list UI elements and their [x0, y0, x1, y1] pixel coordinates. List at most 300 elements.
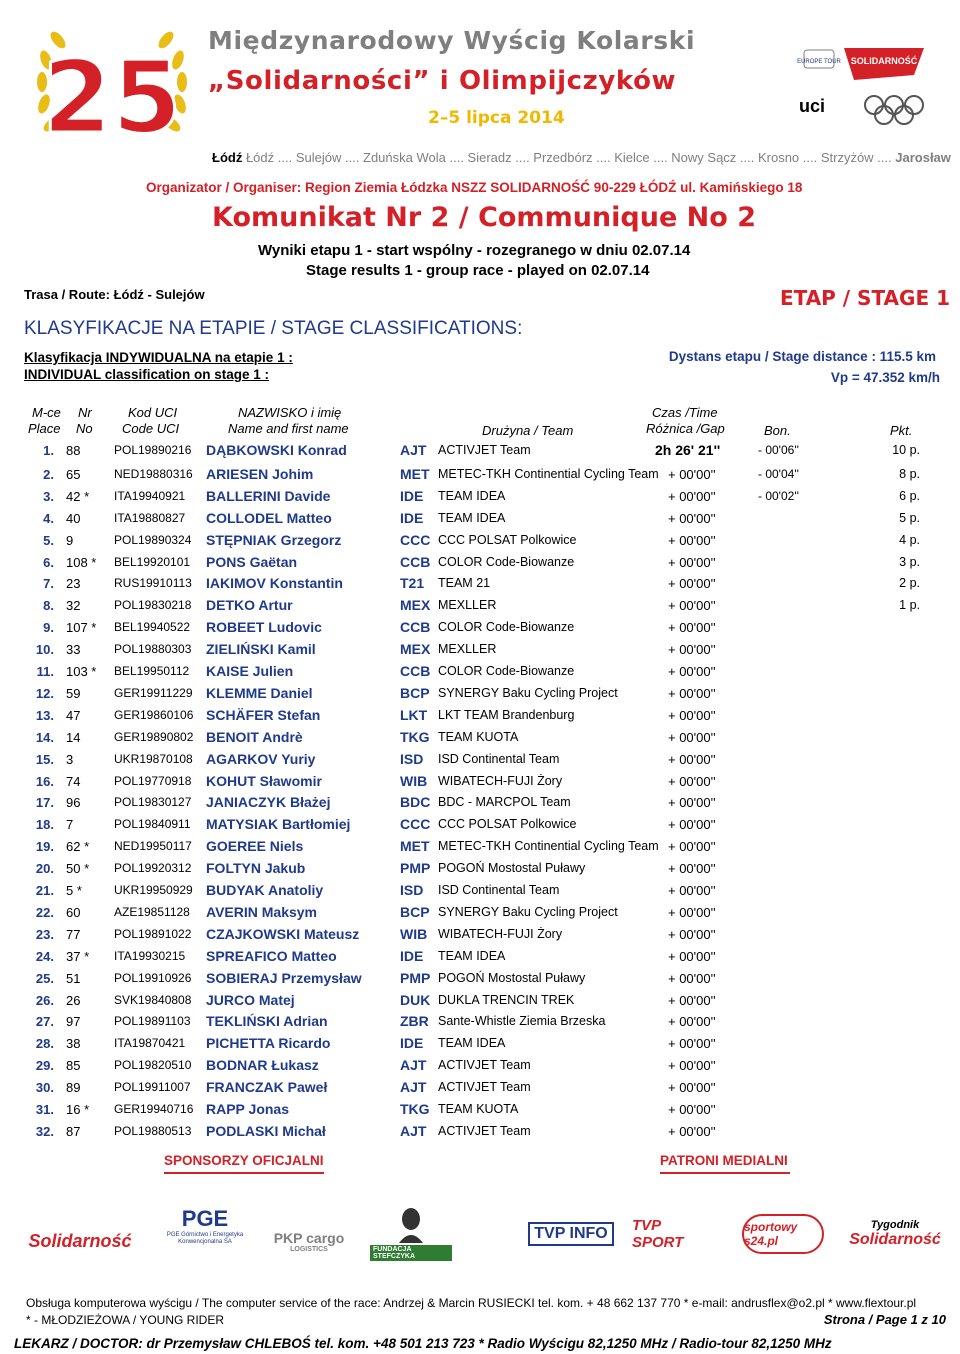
time-cell: + 00'00'' — [668, 992, 716, 1008]
bonus-cell: - 00'06'' — [758, 443, 799, 457]
time-cell: + 00'00'' — [668, 1102, 716, 1117]
col-no-pl: Nr — [78, 405, 92, 420]
place-cell: 32. — [35, 1123, 54, 1139]
uci-code-cell: BEL19950112 — [114, 664, 190, 678]
time-cell: + 00'00'' — [668, 598, 716, 614]
uci-code-cell: POL19891103 — [114, 1014, 191, 1029]
rider-name-cell: JANIACZYK Błażej — [206, 794, 331, 811]
table-row — [0, 1121, 960, 1142]
time-cell: + 00'00'' — [668, 883, 716, 898]
team-name-cell: METEC-TKH Continential Cycling Team — [438, 466, 659, 481]
table-row — [0, 617, 960, 638]
uci-code-cell: BEL19940522 — [114, 620, 191, 635]
rider-name-cell: BODNAR Łukasz — [206, 1057, 319, 1074]
team-code-cell: CCB — [400, 553, 431, 570]
number-cell: 14 — [66, 729, 81, 745]
tvp-info-logo: TVP INFO — [528, 1222, 614, 1246]
table-row — [0, 1011, 960, 1032]
place-cell: 6. — [43, 554, 54, 570]
number-cell: 88 — [66, 443, 81, 458]
place-cell: 4. — [43, 510, 54, 526]
time-cell: + 00'00'' — [668, 839, 716, 855]
number-cell: 59 — [66, 685, 81, 701]
table-row — [0, 486, 960, 507]
time-cell: + 00'00'' — [668, 970, 716, 986]
uci-code-cell: GER19890802 — [114, 729, 194, 744]
anniversary-25-logo — [22, 14, 202, 164]
sponsor-logos — [0, 1196, 960, 1272]
col-time-pl: Czas /Time — [652, 405, 718, 420]
place-cell: 16. — [35, 773, 54, 789]
time-cell: + 00'00'' — [668, 1123, 716, 1139]
team-code-cell: ISD — [400, 750, 424, 767]
organizer: Organizator / Organiser: Region Ziemia Łódzka NSZZ SOLIDARNOŚĆ 90-229 ŁÓDŹ ul. Kamińskiego 18 — [146, 180, 803, 195]
rider-name-cell: SOBIERAJ Przemysław — [206, 969, 362, 986]
time-cell: + 00'00'' — [668, 466, 716, 482]
team-code-cell: BDC — [400, 794, 431, 811]
team-name-cell: CCC POLSAT Polkowice — [438, 817, 577, 832]
number-cell: 65 — [66, 466, 81, 482]
team-code-cell: MET — [400, 838, 430, 855]
team-name-cell: MEXLLER — [438, 642, 497, 657]
rider-name-cell: PODLASKI Michał — [206, 1122, 326, 1139]
time-cell: + 00'00'' — [668, 773, 716, 789]
points-cell: 6 p. — [899, 488, 920, 503]
time-cell: + 00'00'' — [668, 751, 716, 767]
uci-code-cell: GER19911229 — [114, 685, 193, 700]
points-cell: 4 p. — [899, 532, 920, 547]
col-code-en: Code UCI — [122, 421, 180, 436]
number-cell: 87 — [66, 1123, 81, 1139]
team-code-cell: AJT — [400, 1057, 427, 1074]
col-place-pl: M-ce — [32, 405, 61, 420]
team-name-cell: ACTIVJET Team — [438, 1123, 531, 1138]
uci-code-cell: POL19890216 — [114, 443, 192, 457]
number-cell: 74 — [66, 773, 81, 789]
team-code-cell: PMP — [400, 860, 431, 877]
table-row — [0, 440, 960, 461]
col-pkt: Pkt. — [890, 423, 913, 438]
number-cell: 96 — [66, 795, 81, 811]
place-cell: 2. — [43, 466, 54, 482]
uci-code-cell: POL19770918 — [114, 773, 192, 788]
team-name-cell: WIBATECH-FUJI Żory — [438, 773, 563, 788]
rider-name-cell: TEKLIŃSKI Adrian — [206, 1013, 328, 1030]
points-cell: 3 p. — [899, 554, 920, 569]
team-name-cell: TEAM IDEA — [438, 1036, 506, 1051]
rider-name-cell: PONS Gaëtan — [206, 553, 298, 570]
place-cell: 9. — [43, 620, 54, 636]
footer-doctor: LEKARZ / DOCTOR: dr Przemysław CHLEBOŚ tel. kom. +48 501 213 723 * Radio Wyścigu 82,1250 MHz / Radio-tour 82,1250 MHz — [14, 1336, 832, 1351]
team-code-cell: CCC — [400, 531, 431, 548]
number-cell: 51 — [66, 970, 81, 986]
rider-name-cell: COLLODEL Matteo — [206, 509, 332, 526]
col-name-en: Name and first name — [228, 421, 349, 436]
team-code-cell: IDE — [400, 509, 424, 526]
team-name-cell: ISD Continental Team — [438, 751, 560, 766]
uci-code-cell: NED19950117 — [114, 839, 192, 854]
uci-code-cell: BEL19920101 — [114, 554, 191, 569]
individual-en: INDIVIDUAL classification on stage 1 : — [24, 367, 270, 382]
team-name-cell: DUKLA TRENCIN TREK — [438, 992, 575, 1007]
team-code-cell: IDE — [400, 1035, 424, 1052]
uci-code-cell: POL19840911 — [114, 817, 191, 832]
team-name-cell: BDC - MARCPOL Team — [438, 795, 571, 810]
race-title-line1: Międzynarodowy Wyścig Kolarski — [208, 26, 696, 55]
rider-name-cell: AVERIN Maksym — [206, 903, 318, 920]
table-row — [0, 1055, 960, 1076]
place-cell: 11. — [36, 664, 54, 679]
table-row — [0, 530, 960, 551]
place-cell: 28. — [35, 1036, 54, 1052]
race-title-line2: „Solidarności” i Olimpijczyków — [208, 66, 677, 96]
team-code-cell: T21 — [400, 575, 425, 592]
points-cell: 8 p. — [899, 466, 920, 481]
number-cell: 103 * — [66, 664, 97, 679]
stage-label: ETAP / STAGE 1 — [779, 286, 950, 310]
team-code-cell: ZBR — [400, 1013, 429, 1030]
place-cell: 3. — [43, 488, 54, 504]
number-cell: 85 — [66, 1058, 81, 1074]
uci-code-cell: POL19891022 — [114, 926, 192, 941]
stages-route: Łódź Łódź .... Sulejów .... Zduńska Wola .... Sieradz .... Przedbórz .... Kielce .... Nowy Sącz .... Krosno .... Strzyżów .... Jarosław — [212, 150, 951, 165]
team-code-cell: PMP — [400, 969, 431, 986]
subtitle-pl: Wyniki etapu 1 - start wspólny - rozegranego w dniu 02.07.14 — [258, 242, 691, 259]
time-cell: + 00'00'' — [668, 488, 716, 504]
uci-code-cell: POL19880513 — [114, 1123, 192, 1138]
number-cell: 32 — [66, 598, 81, 614]
table-row — [0, 595, 960, 616]
col-team: Drużyna / Team — [482, 423, 574, 438]
place-cell: 20. — [35, 861, 54, 877]
table-row — [0, 880, 960, 901]
subtitle-en: Stage results 1 - group race - played on 02.07.14 — [306, 262, 650, 279]
place-cell: 26. — [35, 992, 54, 1008]
rider-name-cell: BALLERINI Davide — [206, 487, 331, 504]
table-row — [0, 552, 960, 573]
points-cell: 2 p. — [899, 576, 920, 591]
table-row — [0, 1099, 960, 1120]
classifications-heading: KLASYFIKACJE NA ETAPIE / STAGE CLASSIFICATIONS: — [24, 318, 523, 339]
tygodnik-solidarnosc-logo: Tygodnik Solidarność — [849, 1219, 941, 1248]
number-cell: 62 * — [66, 839, 90, 855]
number-cell: 26 — [66, 992, 81, 1008]
pge-logo: PGE PGE Górnictwo i Energetyka Konwencjonalna SA — [166, 1206, 244, 1245]
number-cell: 89 — [66, 1080, 81, 1096]
team-name-cell: TEAM IDEA — [438, 488, 506, 503]
team-name-cell: WIBATECH-FUJI Żory — [438, 926, 563, 941]
number-cell: 40 — [66, 510, 81, 526]
media-patrons-label: PATRONI MEDIALNI — [660, 1153, 788, 1168]
rider-name-cell: FRANCZAK Paweł — [206, 1079, 328, 1096]
time-cell: + 00'00'' — [668, 664, 716, 679]
uci-code-cell: POL19920312 — [114, 861, 192, 876]
time-cell: + 00'00'' — [668, 795, 716, 811]
number-cell: 3 — [66, 751, 74, 767]
team-name-cell: ACTIVJET Team — [438, 443, 531, 457]
s24-logo: sportowy s24.pl — [742, 1214, 824, 1254]
place-cell: 7. — [43, 576, 54, 592]
col-no-en: No — [76, 421, 93, 436]
rider-name-cell: FOLTYN Jakub — [206, 860, 306, 877]
time-cell: + 00'00'' — [668, 1080, 716, 1096]
footer-young-rider: * - MŁODZIEŻOWA / YOUNG RIDER — [26, 1313, 225, 1327]
place-cell: 13. — [35, 707, 54, 723]
uci-code-cell: POL19830218 — [114, 598, 192, 613]
time-cell: + 00'00'' — [668, 1014, 716, 1030]
team-name-cell: POGOŃ Mostostal Puławy — [438, 861, 586, 876]
communique-title: Komunikat Nr 2 / Communique No 2 — [212, 202, 756, 233]
number-cell: 47 — [66, 707, 81, 723]
number-cell: 38 — [66, 1036, 81, 1052]
uci-code-cell: UKR19950929 — [114, 883, 193, 897]
team-name-cell: SYNERGY Baku Cycling Project — [438, 904, 618, 919]
table-row — [0, 792, 960, 813]
place-cell: 23. — [35, 926, 54, 942]
uci-code-cell: ITA19880827 — [114, 510, 186, 525]
team-code-cell: MEX — [400, 641, 431, 658]
team-name-cell: METEC-TKH Continential Cycling Team — [438, 839, 659, 854]
team-name-cell: POGOŃ Mostostal Puławy — [438, 970, 586, 985]
points-cell: 10 p. — [892, 443, 920, 457]
time-cell: + 00'00'' — [668, 948, 716, 964]
table-row — [0, 836, 960, 857]
rider-name-cell: BUDYAK Anatoliy — [206, 882, 324, 898]
time-cell: + 00'00'' — [668, 707, 716, 723]
rider-name-cell: KAISE Julien — [206, 663, 294, 679]
rider-name-cell: STĘPNIAK Grzegorz — [206, 531, 342, 548]
uci-code-cell: UKR19870108 — [114, 751, 193, 766]
table-row — [0, 639, 960, 660]
table-row — [0, 902, 960, 923]
team-code-cell: LKT — [400, 706, 428, 723]
uci-code-cell: GER19860106 — [114, 707, 194, 722]
rider-name-cell: IAKIMOV Konstantin — [206, 575, 343, 592]
uci-code-cell: ITA19930215 — [114, 948, 186, 963]
time-cell: + 00'00'' — [668, 817, 716, 833]
number-cell: 9 — [66, 532, 74, 548]
place-cell: 15. — [35, 751, 54, 767]
number-cell: 60 — [66, 904, 81, 920]
footer-service: Obsługa komputerowa wyścigu / The computer service of the race: Andrzej & Marcin RUSIECKI tel. kom. + 48 662 137 770 * e-mail: andrusflex@o2.pl * www.flextour.pl — [26, 1296, 917, 1310]
rider-name-cell: DETKO Artur — [206, 597, 293, 614]
time-cell: + 00'00'' — [668, 1058, 716, 1074]
place-cell: 21. — [35, 883, 54, 898]
team-name-cell: ACTIVJET Team — [438, 1080, 531, 1095]
team-code-cell: CCC — [400, 816, 431, 833]
team-code-cell: TKG — [400, 1101, 430, 1117]
team-name-cell: Sante-Whistle Ziemia Brzeska — [438, 1014, 606, 1029]
uci-code-cell: POL19880303 — [114, 642, 192, 657]
number-cell: 42 * — [66, 488, 90, 504]
place-cell: 25. — [35, 970, 54, 986]
team-code-cell: WIB — [400, 772, 428, 789]
time-cell: + 00'00'' — [668, 729, 716, 745]
uci-code-cell: RUS19910113 — [114, 576, 192, 591]
place-cell: 5. — [43, 532, 54, 548]
table-row — [0, 508, 960, 529]
team-code-cell: ISD — [400, 882, 424, 898]
time-cell: + 00'00'' — [668, 685, 716, 701]
number-cell: 37 * — [66, 948, 90, 964]
uci-code-cell: POL19830127 — [114, 795, 192, 810]
time-cell: + 00'00'' — [668, 620, 716, 636]
time-cell: + 00'00'' — [668, 904, 716, 920]
uci-code-cell: AZE19851128 — [114, 904, 190, 919]
number-cell: 77 — [66, 926, 81, 942]
place-cell: 18. — [35, 817, 54, 833]
average-speed: Vp = 47.352 km/h — [830, 370, 940, 385]
col-time-en: Różnica /Gap — [646, 421, 725, 436]
rider-name-cell: KOHUT Sławomir — [206, 772, 322, 789]
team-code-cell: CCB — [400, 663, 431, 679]
table-row — [0, 771, 960, 792]
team-name-cell: MEXLLER — [438, 598, 497, 613]
uci-code-cell: POL19890324 — [114, 532, 192, 547]
table-row — [0, 749, 960, 770]
table-row — [0, 946, 960, 967]
individual-pl: Klasyfikacja INDYWIDUALNA na etapie 1 : — [24, 350, 293, 365]
team-code-cell: IDE — [400, 487, 424, 504]
team-code-cell: AJT — [400, 1079, 427, 1096]
solidarnosc-uci-logo — [784, 40, 934, 140]
route: Trasa / Route: Łódź - Sulejów — [24, 287, 205, 302]
uci-code-cell: POL19820510 — [114, 1058, 192, 1073]
stage-distance: Dystans etapu / Stage distance : 115.5 km — [668, 349, 936, 364]
bonus-cell: - 00'02'' — [758, 488, 799, 503]
race-dates: 2–5 lipca 2014 — [428, 108, 565, 128]
time-cell: 2h 26' 21'' — [655, 442, 721, 458]
team-name-cell: COLOR Code-Biowanze — [438, 620, 575, 635]
place-cell: 19. — [35, 839, 54, 855]
table-row — [0, 573, 960, 594]
time-cell: + 00'00'' — [668, 554, 716, 570]
team-code-cell: MET — [400, 465, 430, 482]
team-name-cell: COLOR Code-Biowanze — [438, 664, 575, 678]
rider-name-cell: MATYSIAK Bartłomiej — [206, 816, 351, 833]
uci-code-cell: SVK19840808 — [114, 992, 192, 1007]
time-cell: + 00'00'' — [668, 642, 716, 658]
solidarnosc-logo: Solidarność — [28, 1230, 132, 1251]
table-row — [0, 858, 960, 879]
team-name-cell: ISD Continental Team — [438, 883, 560, 897]
table-row — [0, 968, 960, 989]
time-cell: + 00'00'' — [668, 861, 716, 877]
number-cell: 50 * — [66, 861, 90, 877]
table-row — [0, 661, 960, 682]
rider-name-cell: ROBEET Ludovic — [206, 619, 322, 636]
rider-name-cell: ZIELIŃSKI Kamil — [206, 641, 316, 658]
footer-page-number: Strona / Page 1 z 10 — [823, 1312, 946, 1327]
points-cell: 1 p. — [899, 598, 920, 613]
svg-text:25: 25 — [42, 39, 182, 156]
table-row — [0, 727, 960, 748]
rider-name-cell: KLEMME Daniel — [206, 684, 313, 701]
rider-name-cell: ARIESEN Johim — [206, 465, 314, 482]
uci-code-cell: ITA19940921 — [114, 488, 186, 503]
team-name-cell: CCC POLSAT Polkowice — [438, 532, 577, 547]
pkp-cargo-logo: PKP cargo LOGISTICS — [273, 1229, 345, 1253]
portrait-icon — [397, 1207, 425, 1243]
team-name-cell: TEAM 21 — [438, 576, 491, 591]
bonus-cell: - 00'04'' — [758, 466, 799, 481]
rider-name-cell: GOEREE Niels — [206, 838, 304, 855]
tvp-sport-logo: TVP SPORT — [632, 1217, 684, 1251]
team-code-cell: AJT — [400, 1122, 427, 1139]
time-cell: + 00'00'' — [668, 532, 716, 548]
rider-name-cell: DĄBKOWSKI Konrad — [206, 442, 347, 458]
col-name-pl: NAZWISKO i imię — [238, 405, 342, 420]
time-cell: + 00'00'' — [668, 510, 716, 526]
team-name-cell: TEAM KUOTA — [438, 1102, 519, 1116]
place-cell: 10. — [35, 642, 54, 658]
place-cell: 27. — [35, 1014, 54, 1030]
svg-text:uci: uci — [798, 96, 826, 116]
place-cell: 14. — [35, 729, 54, 745]
team-name-cell: TEAM IDEA — [438, 510, 506, 525]
team-name-cell: ACTIVJET Team — [438, 1058, 531, 1073]
team-name-cell: LKT TEAM Brandenburg — [438, 707, 575, 722]
table-row — [0, 705, 960, 726]
number-cell: 7 — [66, 817, 74, 833]
place-cell: 31. — [35, 1102, 54, 1117]
team-name-cell: COLOR Code-Biowanze — [438, 554, 575, 569]
team-code-cell: MEX — [400, 597, 431, 614]
team-code-cell: TKG — [400, 728, 430, 745]
rider-name-cell: SPREAFICO Matteo — [206, 947, 337, 964]
place-cell: 1. — [43, 443, 54, 458]
rider-name-cell: PICHETTA Ricardo — [206, 1035, 331, 1052]
number-cell: 33 — [66, 642, 81, 658]
team-code-cell: AJT — [400, 442, 427, 458]
team-code-cell: CCB — [400, 619, 431, 636]
number-cell: 16 * — [66, 1102, 90, 1117]
svg-text:SOLIDARNOŚĆ: SOLIDARNOŚĆ — [850, 56, 918, 66]
number-cell: 5 * — [66, 883, 82, 898]
team-code-cell: DUK — [400, 991, 431, 1008]
table-row — [0, 814, 960, 835]
team-name-cell: SYNERGY Baku Cycling Project — [438, 685, 618, 700]
team-name-cell: TEAM IDEA — [438, 948, 506, 963]
rider-name-cell: RAPP Jonas — [206, 1101, 289, 1117]
uci-code-cell: GER19940716 — [114, 1102, 194, 1116]
team-code-cell: BCP — [400, 684, 430, 701]
page-header — [0, 0, 960, 200]
number-cell: 23 — [66, 576, 81, 592]
rider-name-cell: AGARKOV Yuriy — [206, 750, 316, 767]
table-row — [0, 924, 960, 945]
table-row — [0, 1033, 960, 1054]
team-code-cell: WIB — [400, 925, 428, 942]
number-cell: 108 * — [66, 554, 97, 570]
number-cell: 107 * — [66, 620, 97, 636]
rider-name-cell: CZAJKOWSKI Mateusz — [206, 925, 360, 942]
team-code-cell: BCP — [400, 903, 430, 920]
official-sponsors-label: SPONSORZY OFICJALNI — [164, 1153, 324, 1168]
place-cell: 17. — [35, 795, 54, 811]
time-cell: + 00'00'' — [668, 1036, 716, 1052]
rider-name-cell: BENOIT Andrè — [206, 728, 303, 745]
place-cell: 22. — [35, 904, 54, 920]
time-cell: + 00'00'' — [668, 576, 716, 592]
col-bon: Bon. — [764, 423, 791, 438]
uci-code-cell: ITA19870421 — [114, 1036, 186, 1051]
points-cell: 5 p. — [899, 510, 920, 525]
number-cell: 97 — [66, 1014, 81, 1030]
table-row — [0, 464, 960, 485]
place-cell: 29. — [35, 1058, 54, 1074]
place-cell: 8. — [43, 598, 54, 614]
